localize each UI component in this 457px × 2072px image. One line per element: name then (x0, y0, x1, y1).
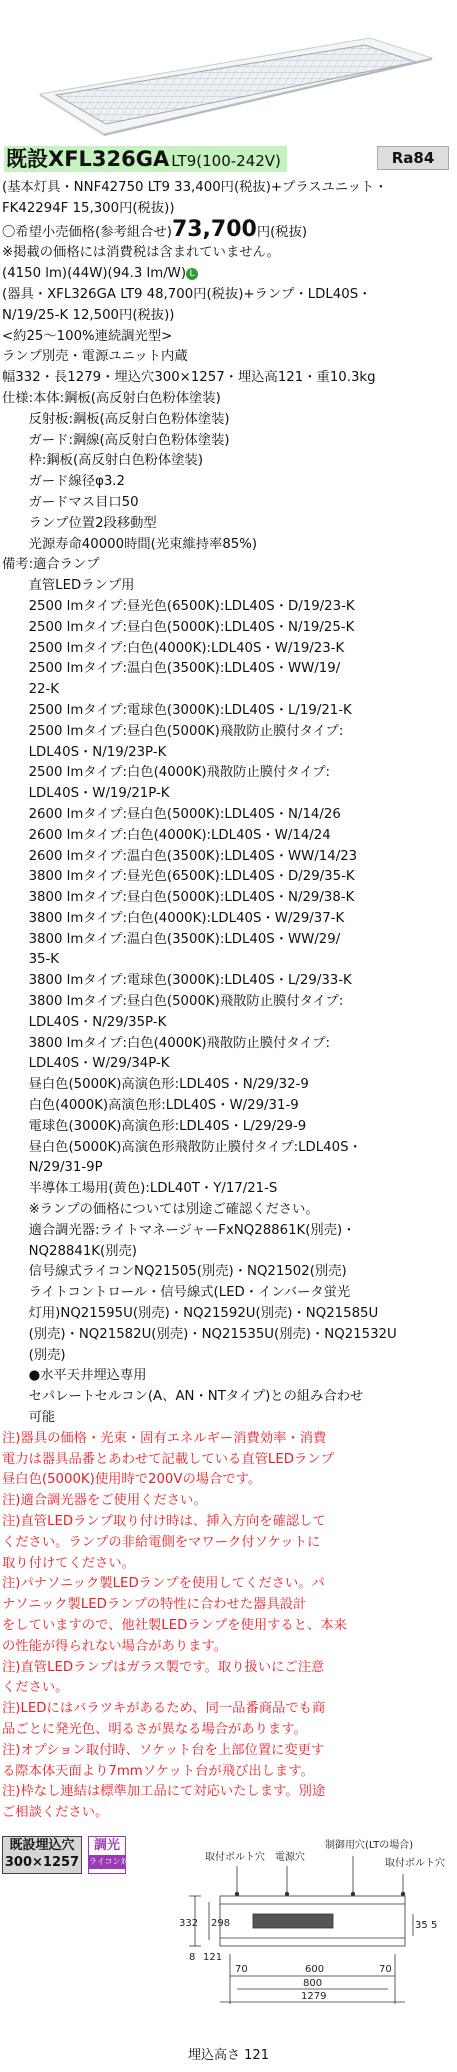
dimension-diagram (175, 1826, 457, 2036)
spec-line: (器具・XFL326GA LT9 48,700円(税抜)+ランプ・LDL40S・ (2, 286, 372, 302)
spec-line: FK42294F 15,300円(税抜)) (2, 200, 175, 216)
dim-35: 35 (415, 1920, 428, 1931)
title-prefix: 既設 (6, 147, 48, 171)
lamp-line: 2600 lmタイプ:昼白色(5000K):LDL40S・N/14/26 (2, 806, 341, 822)
note-line: 注)枠なし連結は標準加工品にて対応いたします。別途 (2, 1784, 326, 1800)
lamp-line: 3800 lmタイプ:昼光色(6500K):LDL40S・D/29/35-K (2, 869, 355, 885)
lamp-line: 昼白色(5000K)高演色形飛散防止膜付タイプ:LDL40S・ (2, 1139, 362, 1155)
efficiency-text: (4150 lm)(44W)(94.3 lm/W) (2, 266, 187, 282)
dim-298: 298 (211, 1918, 231, 1929)
efficiency-line (2, 264, 455, 285)
note-line: 電力は器具品番とあわせて記載している直管LEDランプ (2, 1451, 334, 1467)
lamp-line: 22-K (2, 682, 60, 698)
led-icon: L (186, 268, 198, 280)
lamp-line: 2500 lmタイプ:昼光色(6500K):LDL40S・D/19/23-K (2, 598, 355, 614)
spec-line: セパレートセルコン(A、AN・NTタイプ)との組み合わせ (2, 1389, 364, 1405)
voltage: (100-242V) (196, 152, 281, 170)
note-line: ナソニック製LEDランプの特性に合わせた器具設計 (2, 1597, 307, 1613)
spec-line: 備考:適合ランプ (2, 557, 100, 573)
model-suffix: LT9 (171, 152, 197, 170)
recess-hole-badge (2, 1836, 82, 1874)
dim-121: 121 (203, 1952, 223, 1963)
note-line: ください。 (2, 1680, 69, 1696)
recess-badge-line1: 既設埋込穴 (9, 1838, 75, 1853)
dim-70-right: 70 (379, 1964, 392, 1975)
note-line: 昼白色(5000K)使用時で200Vの場合です。 (2, 1472, 262, 1488)
price-line (2, 216, 455, 244)
spec-line: ライトコントロール・信号線式(LED・インバータ蛍光 (2, 1285, 351, 1301)
lamp-line: 35-K (2, 952, 60, 968)
note-line: 注)直管LEDランプ取り付け時は、挿入方向を確認して (2, 1514, 326, 1529)
spec-line: NQ28841K(別売) (2, 1243, 137, 1259)
spec-line: ※ランプの価格については別途ご確認ください。 (2, 1202, 319, 1218)
note-line: 注)パナソニック製LEDランプを使用してください。パ (2, 1576, 325, 1592)
dimming-badge-label: 調光 (93, 1838, 120, 1853)
lamp-line: 3800 lmタイプ:昼白色(5000K)飛散防止膜付タイプ: (2, 994, 344, 1010)
dim-332: 332 (179, 1918, 199, 1929)
lamp-line: 2500 lmタイプ:昼白色(5000K):LDL40S・N/19/25-K (2, 619, 355, 635)
spec-line: 枠:鋼板(高反射白色粉体塗装) (2, 453, 204, 469)
lamp-line: 3800 lmタイプ:温白色(3500K):LDL40S・WW/29/ (2, 931, 341, 947)
ra-badge: Ra84 (377, 146, 449, 170)
lamp-line: 白色(4000K)高演色形:LDL40S・W/29/31-9 (2, 1098, 299, 1114)
note-line: 注)LEDにはバラツキがあるため、同一品番商品でも商 (2, 1701, 326, 1717)
note-line: る際本体天面より7mmソケット台が飛び出します。 (2, 1763, 314, 1779)
spec-line: ランプ別売・電源ユニット内蔵 (2, 349, 188, 365)
model-number: XFL326GA (48, 147, 170, 171)
spec-line: (別売) (2, 1347, 66, 1363)
note-line: ください。ランプの非給電側をマワーク付ソケットに (2, 1534, 321, 1550)
lamp-line: 3800 lmタイプ:白色(4000K):LDL40S・W/29/37-K (2, 910, 345, 926)
lamp-line: LDL40S・N/29/35P-K (2, 1014, 167, 1030)
lamp-line: N/29/31-9P (2, 1160, 103, 1176)
spec-line: N/19/25-K 12,500円(税抜)) (2, 307, 175, 323)
dim-600: 600 (305, 1964, 325, 1975)
spec-line: ランプ位置2段移動型 (2, 515, 157, 531)
lamp-line: 2500 lmタイプ:白色(4000K)飛散防止膜付タイプ: (2, 765, 331, 781)
spec-line: 反射板:鋼板(高反射白色粉体塗装) (2, 411, 230, 427)
product-title (4, 146, 287, 172)
product-image (40, 36, 432, 136)
note-line: をしていますので、他社製LEDランプを使用すると、本来 (2, 1617, 347, 1633)
lamp-line: 昼白色(5000K)高演色形:LDL40S・N/29/32-9 (2, 1077, 309, 1093)
spec-line: 幅332・長1279・埋込穴300×1257・埋込高121・重10.3kg (2, 370, 376, 386)
spec-line: 仕様:本体:鋼板(高反射白色粉体塗装) (2, 390, 221, 406)
spec-line: ガードマス目口50 (2, 494, 139, 510)
note-line: 品ごとに発光色、明るさが異なる場合があります。 (2, 1721, 307, 1737)
spec-line: 適合調光器:ライトマネージャーFxNQ28861K(別売)・ (2, 1222, 356, 1238)
spec-line: ガード:鋼線(高反射白色粉体塗装) (2, 432, 230, 448)
price-value: 73,700 (171, 216, 257, 242)
lamp-line: 3800 lmタイプ:白色(4000K)飛散防止膜付タイプ: (2, 1035, 331, 1051)
lamp-line: LDL40S・W/29/34P-K (2, 1056, 170, 1072)
note-line: 注)直管LEDランプはガラス製です。取り扱いにご注意 (2, 1659, 325, 1675)
lamp-line: 電球色(3000K)高演色形:LDL40S・L/29/29-9 (2, 1118, 307, 1134)
lamp-line: 2500 lmタイプ:電球色(3000K):LDL40S・L/19/21-K (2, 702, 352, 718)
spec-line: (別売)・NQ21582U(別売)・NQ21535U(別売)・NQ21532U (2, 1326, 397, 1342)
dim-1279: 1279 (301, 1991, 327, 2002)
spec-line: ●水平天井埋込専用 (2, 1368, 147, 1384)
spec-line: (基本灯具・NNF42750 LT9 33,400円(税抜)+プラスユニット・ (2, 180, 388, 195)
dim-8: 8 (189, 1952, 196, 1963)
note-line: ご相談ください。 (2, 1805, 109, 1821)
note-line: 注)器具の価格・光束・固有エネルギー消費効率・消費 (2, 1430, 327, 1446)
lamp-line: LDL40S・N/19/23P-K (2, 744, 167, 760)
recess-height-note: 埋込高さ 121 (188, 2048, 269, 2063)
lamp-line: LDL40S・W/19/21P-K (2, 786, 170, 802)
label-mount-bolt-hole-right: 取付ボルト穴 (385, 1858, 445, 1869)
lamp-line: 3800 lmタイプ:昼白色(5000K):LDL40S・N/29/38-K (2, 890, 355, 906)
dim-800: 800 (303, 1978, 323, 1989)
note-line: 取り付けてください。 (2, 1555, 135, 1571)
spec-line: 信号線式ライコンNQ21505(別売)・NQ21502(別売) (2, 1264, 347, 1280)
lamp-line: 2500 lmタイプ:昼白色(5000K)飛散防止膜付タイプ: (2, 723, 344, 739)
dim-70-left: 70 (235, 1964, 248, 1975)
recess-badge-line2: 300×1257 (4, 1855, 80, 1870)
spec-line: ※掲載の価格には消費税は含まれていません。 (2, 245, 280, 261)
note-line: 注)適合調光器をご使用ください。 (2, 1493, 207, 1509)
note-line: 注)オプション取付時、ソケット台を上部位置に変更す (2, 1742, 325, 1758)
spec-text (2, 178, 455, 1824)
dimming-badge-sub: ライコン対応 (89, 1855, 125, 1869)
product-header (2, 146, 455, 174)
spec-line: 可能 (2, 1410, 56, 1426)
note-line: の性能が得られない場合があります。 (2, 1638, 227, 1654)
label-control-hole: 制御用穴(LTの場合) (325, 1840, 414, 1851)
spec-line: 灯用)NQ21595U(別売)・NQ21592U(別売)・NQ21585U (2, 1306, 379, 1322)
spec-line: 直管LEDランプ用 (2, 578, 135, 594)
lamp-line: 2600 lmタイプ:温白色(3500K):LDL40S・WW/14/23 (2, 848, 358, 864)
lamp-line: 2600 lmタイプ:白色(4000K):LDL40S・W/14/24 (2, 827, 331, 843)
dimming-badge (88, 1836, 137, 1874)
spec-line: ガード線径φ3.2 (2, 474, 125, 490)
price-label: 〇希望小売価格(参考組合せ) (2, 224, 172, 240)
label-power-hole: 電源穴 (275, 1852, 305, 1863)
label-mount-bolt-hole: 取付ボルト穴 (205, 1852, 265, 1863)
lamp-line: 3800 lmタイプ:電球色(3000K):LDL40S・L/29/33-K (2, 973, 352, 989)
spec-line: 光源寿命40000時間(光束維持率85%) (2, 536, 258, 552)
price-tax: 円(税抜) (256, 224, 308, 240)
dim-5: 5 (431, 1920, 438, 1931)
lamp-line: 2500 lmタイプ:温白色(3500K):LDL40S・WW/19/ (2, 661, 341, 677)
spec-line: <約25～100%連続調光型> (2, 328, 173, 344)
lamp-line: 半導体工場用(黄色):LDL40T・Y/17/21-S (2, 1181, 278, 1197)
lamp-line: 2500 lmタイプ:白色(4000K):LDL40S・W/19/23-K (2, 640, 345, 656)
